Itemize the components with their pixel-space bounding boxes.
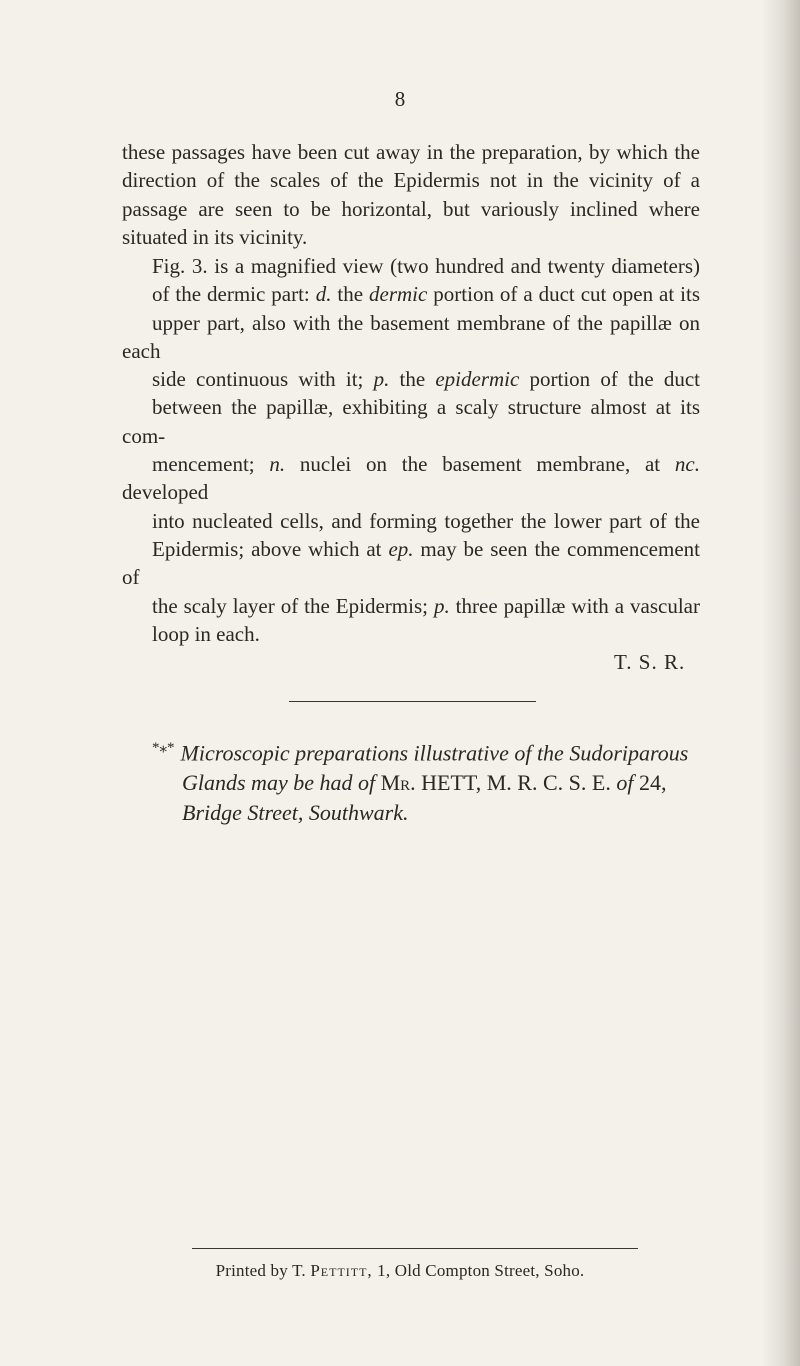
notice-name-prefix: Mr.	[380, 770, 416, 796]
asterism-mark: *⁎*	[152, 740, 175, 756]
fig-label: Fig. 3.	[152, 254, 208, 278]
page-number: 8	[394, 87, 406, 111]
fig-3-line: side continuous with it; p. the epidermic portion of the duct	[152, 367, 701, 392]
page-edge-shadow	[762, 0, 800, 1366]
fig-3-line: Epidermis; above which at ep. may be seen the commencement of	[122, 536, 700, 590]
notice-line-1: Microscopic preparations illustrative of the Sudoriparous	[180, 740, 689, 766]
fig-3-line: Fig. 3. is a magnified view (two hundred and twenty diameters)	[152, 254, 701, 278]
notice-line-2-a: Glands may be had of	[182, 770, 376, 796]
printer-name: Pettitt,	[310, 1261, 373, 1280]
preparations-notice	[152, 733, 700, 828]
section-divider	[289, 701, 536, 702]
paragraph-fig-3-description	[122, 252, 700, 648]
notice-name: HETT, M. R. C. S. E.	[421, 770, 611, 796]
fig-3-line: between the papillæ, exhibiting a scaly structure almost at its com-	[122, 395, 700, 448]
paragraph-continuation: these passages have been cut away in the preparation, by which the direction of the scales of the Epidermis not in the vicinity of a passage are seen to be horizontal, but variously inclined where situated in its vicinity.	[122, 140, 700, 249]
fig-3-line: into nucleated cells, and forming together the lower part of the	[152, 508, 700, 533]
notice-line-2-b: of	[616, 770, 634, 796]
fig-3-line: mencement; n. nuclei on the basement membrane, at nc. developed	[122, 452, 700, 505]
fig-3-line: of the dermic part: d. the dermic portion of a duct cut open at its	[152, 282, 701, 307]
fig-3-line: the scaly layer of the Epidermis; p. three papillæ with a vascular	[152, 593, 700, 618]
printer-suffix: 1, Old Compton Street, Soho.	[377, 1261, 585, 1280]
fig-3-line: loop in each.	[152, 621, 260, 646]
printer-prefix: Printed by T.	[215, 1261, 306, 1280]
author-initials: T. S. R.	[614, 650, 686, 674]
printer-divider	[192, 1248, 638, 1249]
printer-imprint	[0, 1261, 800, 1281]
fig-3-line: upper part, also with the basement membrane of the papillæ on each	[122, 310, 700, 363]
notice-street-number: 24,	[638, 770, 667, 796]
notice-line-3: Bridge Street, Southwark.	[182, 800, 409, 826]
